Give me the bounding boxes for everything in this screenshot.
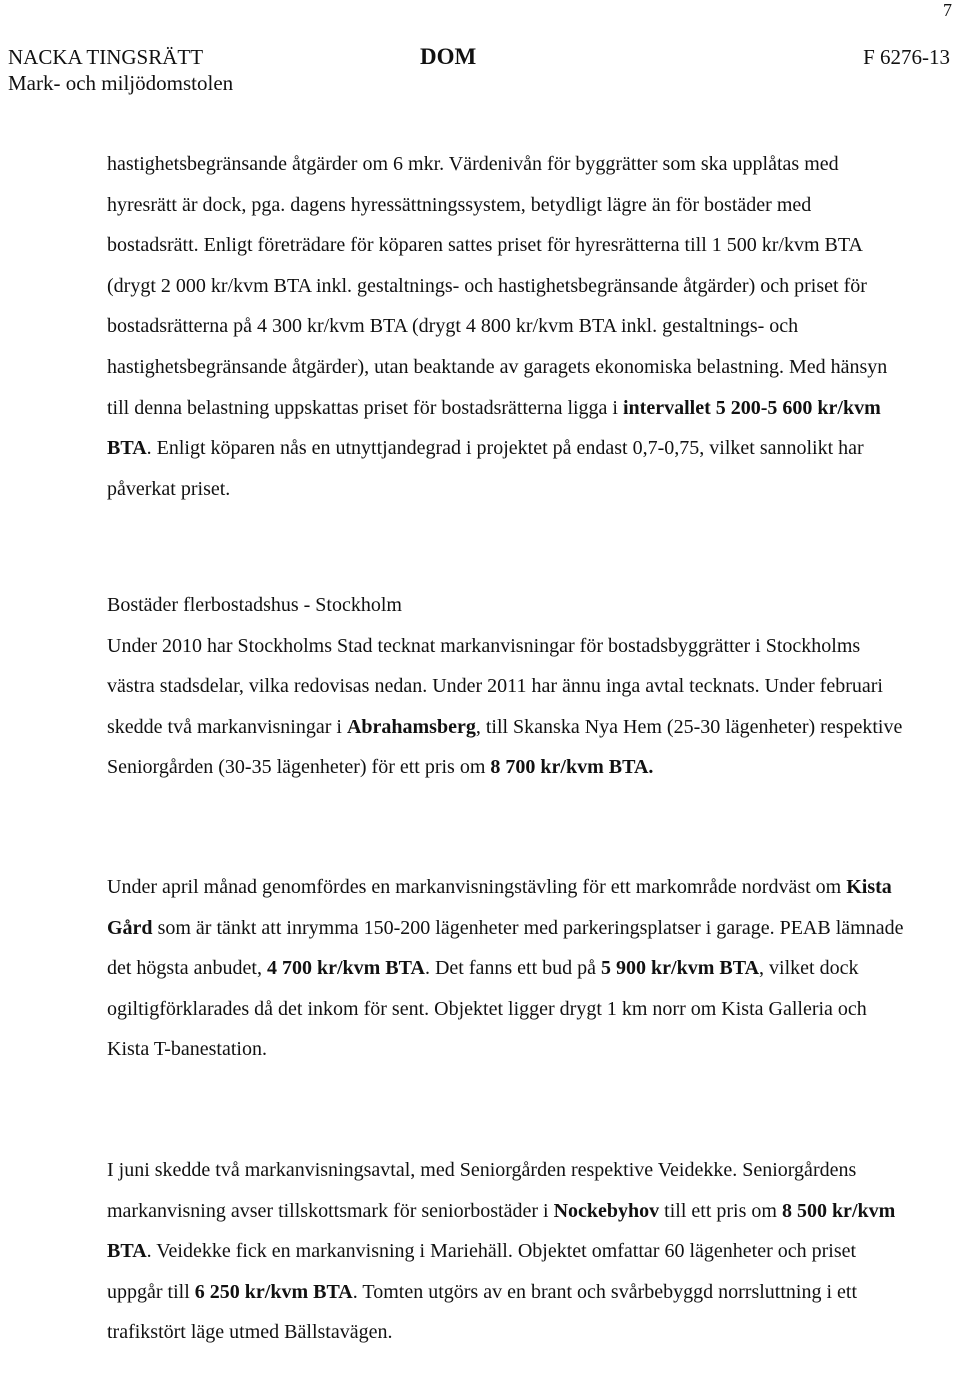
section-stockholm <box>107 585 907 788</box>
page-number: 7 <box>943 0 952 20</box>
paragraph-kista-gard: Under april månad genomfördes en markanvisningstävling för ett markområde nordväst om Kista Gård som är tänkt att inrymma 150-200 lägenheter med parkeringsplatser i garage. PEAB lämnade det högsta anbudet, 4 700 kr/kvm BTA. Det fanns ett bud på 5 900 kr/kvm BTA, vilket dock ogiltigförklarades då det inkom för sent. Objektet ligger drygt 1 km norr om Kista Galleria och Kista T-banestation. <box>107 876 904 1061</box>
court-division: Mark- och miljödomstolen <box>8 71 234 95</box>
paragraph-abrahamsberg: Under 2010 har Stockholms Stad tecknat markanvisningar för bostadsbyggrätter i Stockholms västra stadsdelar, vilka redovisas nedan. Under 2011 har ännu inga avtal tecknats. Under februari skedde två markanvisningar i Abrahamsberg, till Skanska Nya Hem (25-30 lägenheter) respektive Seniorgården (30-35 lägenheter) för ett pris om 8 700 kr/kvm BTA. <box>107 634 903 779</box>
court-info <box>8 44 233 96</box>
paragraph-nockebyhov: I juni skedde två markanvisningsavtal, med Seniorgården respektive Veidekke. Seniorgårdens markanvisning avser tillskottsmark för seniorbostäder i Nockebyhov till ett pris om 8 500 kr/kvm BTA. Veidekke fick en markanvisning i Mariehäll. Objektet omfattar 60 lägenheter och priset uppgår till 6 250 kr/kvm BTA. Tomten utgörs av en brant och svårbebyggd norrsluttning i ett trafikstört läge utmed Bällstavägen. <box>107 1159 896 1344</box>
case-number: F 6276-13 <box>863 45 950 69</box>
paragraph-rental-prices: hastighetsbegränsande åtgärder om 6 mkr. Värdenivån för byggrätter som ska upplåtas med hyresrätt är dock, pga. dagens hyressättningssystem, betydligt lägre än för bostäder med bostadsrätt. Enligt företrädare för köparen sattes priset för hyresrätterna till 1 500 kr/kvm BTA (drygt 2 000 kr/kvm BTA inkl. gestaltnings- och hastighetsbegränsande åtgärder) och priset för bostadsrätterna på 4 300 kr/kvm BTA (drygt 4 800 kr/kvm BTA inkl. gestaltnings- och hastighetsbegränsande åtgärder), utan beaktande av garagets ekonomiska belastning. Med hänsyn till denna belastning uppskattas priset för bostadsrätterna ligga i intervallet 5 200-5 600 kr/kvm BTA. Enligt köparen nås en utnyttjandegrad i projektet på endast 0,7-0,75, vilket sannolikt har påverkat priset. <box>107 153 888 500</box>
section-heading: Bostäder flerbostadshus - Stockholm <box>107 594 402 616</box>
court-name: NACKA TINGSRÄTT <box>8 45 204 69</box>
document-type: DOM <box>420 44 477 69</box>
